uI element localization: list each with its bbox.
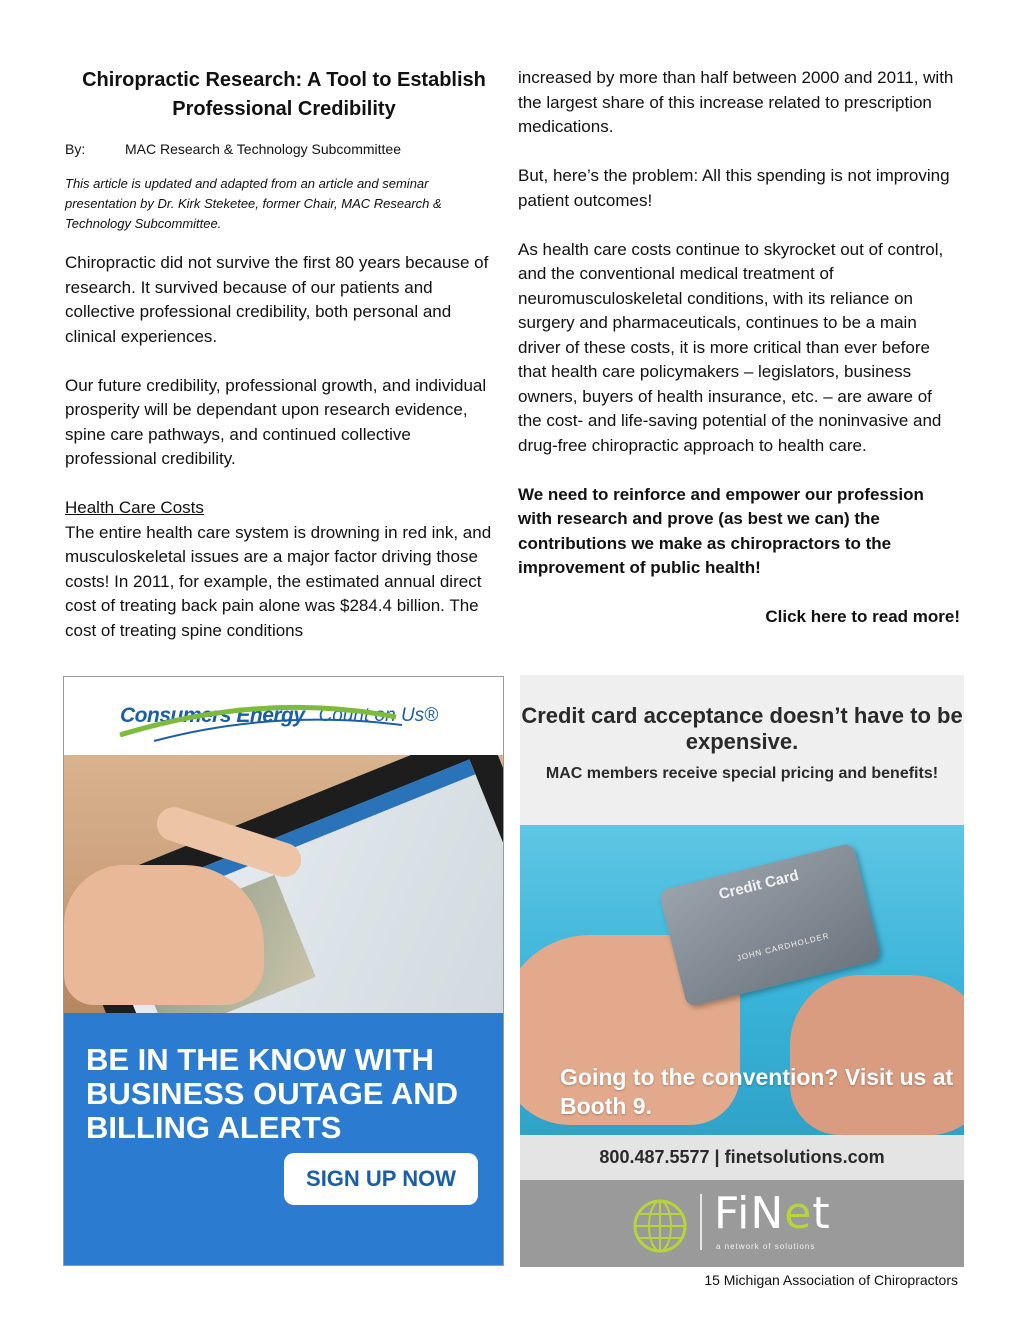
finet-headline: Credit card acceptance doesn’t have to be expensive.	[521, 703, 963, 754]
byline-author: MAC Research & Technology Subcommittee	[125, 141, 401, 157]
byline-label: By:	[65, 141, 86, 157]
credit-card-photo	[520, 825, 964, 1135]
page-footer: 15 Michigan Association of Chiropractors	[704, 1272, 958, 1288]
article-right-column	[518, 66, 960, 629]
paragraph-6: As health care costs continue to skyrocket out of control, and the conventional medical treatment of neuromusculoskeletal conditions, with its reliance on surgery and pharmaceuticals, continues to be a main driver of these costs, it is more critical than ever before that health care policymakers – legislators, business owners, buyers of health insurance, etc. – are aware of the cost- and life-saving potential of the noninvasive and drug-free chiropractic approach to health care.	[518, 239, 944, 455]
finet-contact[interactable]: 800.487.5577 | finetsolutions.com	[520, 1135, 964, 1180]
finet-subhead: MAC members receive special pricing and benefits!	[545, 765, 939, 782]
section-heading: Health Care Costs	[65, 498, 204, 517]
sign-up-button[interactable]: SIGN UP NOW	[284, 1153, 478, 1205]
consumers-energy-ad[interactable]	[63, 676, 504, 1266]
health-care-costs-section	[65, 496, 503, 643]
card-holder: JOHN CARDHOLDER	[736, 931, 831, 963]
article-title: Chiropractic Research: A Tool to Establish Professional Credibility	[82, 69, 486, 120]
card-title: Credit Card	[717, 866, 801, 904]
finet-logo	[520, 1180, 964, 1267]
brand-name: Consumers Energy	[120, 704, 305, 727]
ad-headline: BE IN THE KNOW WITH BUSINESS OUTAGE AND BILLING ALERTS	[86, 1042, 459, 1145]
paragraph-2: Our future credibility, professional growth, and individual prosperity will be dependant upon research evidence, spine care pathways, and continued collective professional credibility.	[65, 375, 487, 468]
paragraph-5: But, here’s the problem: All this spending is not improving patient outcomes!	[518, 166, 950, 210]
tablet-photo	[64, 755, 503, 1013]
paragraph-1: Chiropractic did not survive the first 80 years because of research. It survived because of our patients and collective professional credibility, both personal and clinical experiences.	[65, 253, 489, 346]
paragraph-3: The entire health care system is drowning in red ink, and musculoskeletal issues are a major factor driving those costs! In 2011, for example, the estimated annual direct cost of treating back pain alone was $284.4 billion. The cost of treating spine conditions	[65, 522, 492, 640]
paragraph-4: increased by more than half between 2000 and 2011, with the largest share of this increase related to prescription medications.	[518, 68, 954, 136]
finet-ad[interactable]	[520, 675, 964, 1267]
finet-wordmark: FiNet	[714, 1188, 831, 1239]
hand-icon	[64, 865, 264, 1005]
finet-tagline: a network of solutions	[716, 1242, 816, 1251]
consumers-energy-panel	[64, 1013, 503, 1265]
globe-icon	[632, 1198, 688, 1254]
consumers-energy-logo	[64, 677, 503, 755]
article-left-column	[65, 66, 503, 643]
swoosh-icon	[114, 695, 414, 745]
byline	[65, 140, 503, 158]
finet-header	[520, 675, 964, 825]
brand-tagline: Count on Us®	[318, 705, 439, 726]
convention-text: Going to the convention? Visit us at Booth 9.	[560, 1064, 954, 1119]
logo-divider	[700, 1194, 702, 1250]
paragraph-7: We need to reinforce and empower our profession with research and prove (as best we can) the contributions we make as chiropractors to the improvement of public health!	[518, 484, 924, 577]
article-intro: This article is updated and adapted from an article and seminar presentation by Dr. Kirk Steketee, former Chair, MAC Research & Technology Subcommittee.	[65, 176, 442, 231]
read-more-link[interactable]: Click here to read more!	[765, 606, 960, 626]
